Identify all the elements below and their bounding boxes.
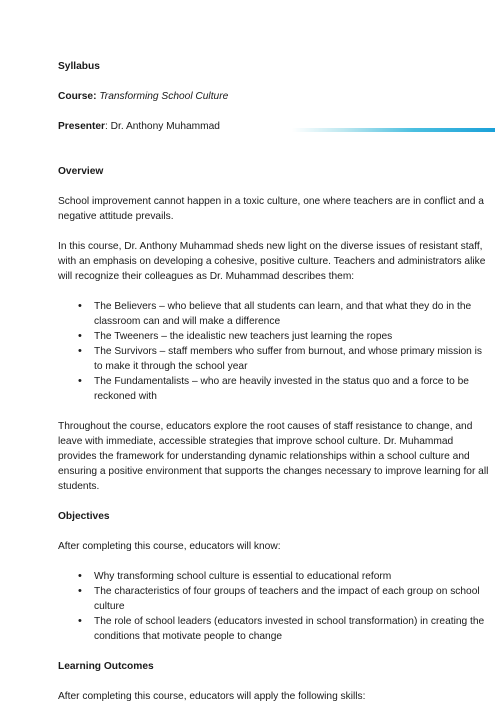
list-item-text: • The Survivors – staff members who suffer from burnout, and whose primary mission is: [94, 346, 483, 357]
list-item-text: conditions that motivate people to change: [94, 631, 283, 642]
paragraph-line: School improvement cannot happen in a toxic culture, one where teachers are in conflict and a: [58, 196, 484, 207]
presenter-name: : Dr. Anthony Muhammad: [105, 121, 220, 132]
course-title: Transforming School Culture: [99, 91, 229, 102]
paragraph-line: students.: [58, 481, 100, 492]
overview-paragraph-2: [58, 239, 486, 284]
overview-paragraph-3: [58, 419, 489, 494]
teacher-groups-list: [78, 299, 483, 404]
presenter-line: [58, 119, 448, 134]
list-item-text: • The Believers – who believe that all students can learn, and that what they do in the: [94, 301, 472, 312]
list-item-text: • The role of school leaders (educators invested in school transformation) in creating the: [94, 616, 485, 627]
paragraph-line: provides the framework for understanding dynamic relationships within a school culture and: [58, 451, 470, 462]
course-label: Course:: [58, 91, 97, 102]
list-item-text: reckoned with: [94, 391, 157, 402]
paragraph-line: with an emphasis on developing a cohesive, positive culture. Teachers and administrators alike: [58, 256, 486, 267]
list-item: [78, 569, 448, 584]
learning-outcomes-intro: After completing this course, educators will apply the following skills:: [58, 691, 366, 702]
list-item-text: • The characteristics of four groups of teachers and the impact of each group on school: [94, 586, 480, 597]
list-item: [78, 299, 472, 329]
list-item-text: classroom can and will make a difference: [94, 316, 281, 327]
paragraph-line: leave with immediate, accessible strategies that improve school culture. Dr. Muhammad: [58, 436, 454, 447]
list-item-text: culture: [94, 601, 125, 612]
list-item-text: • The Tweeners – the idealistic new teachers just learning the ropes: [94, 331, 393, 342]
document-content: [58, 59, 489, 704]
list-item: [78, 374, 469, 404]
objectives-intro: After completing this course, educators will know:: [58, 541, 281, 552]
objectives-list: [78, 569, 485, 644]
list-item: [78, 344, 483, 374]
paragraph-line: will recognize their colleagues as Dr. Muhammad describes them:: [58, 271, 355, 282]
overview-heading: Overview: [58, 166, 104, 177]
list-item: [78, 329, 448, 344]
learning-outcomes-heading: Learning Outcomes: [58, 661, 154, 672]
list-item-text: • The Fundamentalists – who are heavily invested in the status quo and a force to be: [94, 376, 469, 387]
list-item-text: • Why transforming school culture is essential to educational reform: [94, 571, 392, 582]
overview-paragraph-1: [58, 194, 484, 224]
paragraph-line: negative attitude prevails.: [58, 211, 174, 222]
list-item: [78, 584, 480, 614]
course-line: [58, 89, 448, 104]
list-item-text: to make it through the school year: [94, 361, 248, 372]
list-item: [78, 614, 485, 644]
objectives-heading: Objectives: [58, 511, 110, 522]
presenter-label: Presenter: [58, 121, 106, 132]
doc-type-label: Syllabus: [58, 61, 100, 72]
paragraph-line: In this course, Dr. Anthony Muhammad sheds new light on the diverse issues of resistant staff,: [58, 241, 483, 252]
paragraph-line: Throughout the course, educators explore the root causes of staff resistance to change, and: [58, 421, 473, 432]
paragraph-line: ensuring a positive environment that supports the changes necessary to improve learning for all: [58, 466, 489, 477]
